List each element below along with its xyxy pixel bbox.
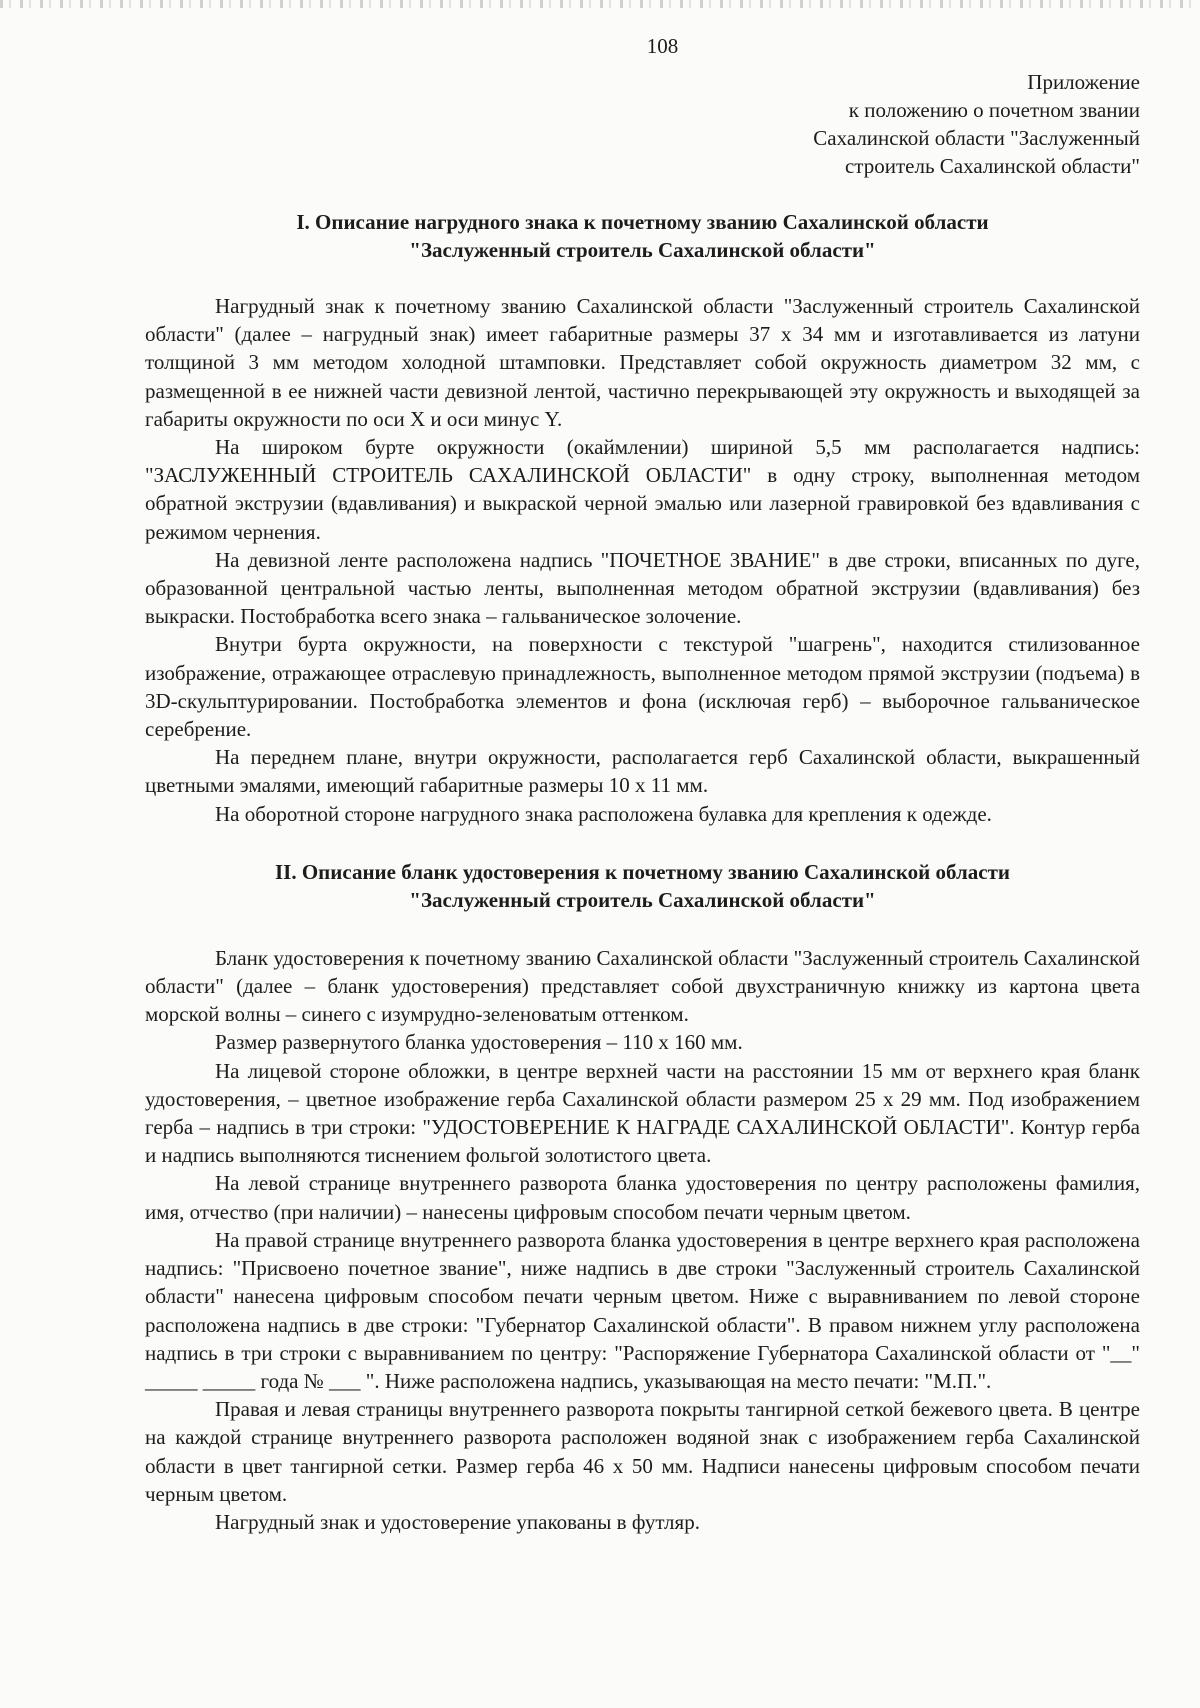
appendix-line: к положению о почетном звании	[848, 98, 1140, 122]
paragraph: На широком бурте окружности (окаймлении) шириной 5,5 мм располагается надпись: "ЗАСЛУЖЕННЫЙ СТРОИТЕЛЬ САХАЛИНСКОЙ ОБЛАСТИ" в одну строку, выполненная методом обратной экструзии (вдавливания) и выкраской черной эмалью или лазерной гравировкой без вдавливания с режимом чернения.	[145, 435, 1140, 544]
paragraph: На правой странице внутреннего разворота бланка удостоверения в центре верхнего края расположена надпись: "Присвоено почетное звание", ниже надпись в две строки "Заслуженный строитель Сахалинской области" нанесена цифровым способом печати черным цветом. Ниже с выравниванием по левой стороне расположена надпись в две строки: "Губернатор Сахалинской области". В правом нижнем углу расположена надпись в три строки с выравниванием по центру: "Распоряжение Губернатора Сахалинской области от "__" _____ _____ года № ___ ". Ниже расположена надпись, указывающая на место печати: "М.П.".	[145, 1227, 1140, 1393]
paragraph: Нагрудный знак к почетному званию Сахалинской области "Заслуженный строитель Сахалинской области" (далее – нагрудный знак) имеет габаритные размеры 37 х 34 мм и изготавливается из латуни толщиной 3 мм методом холодной штамповки. Представляет собой окружность диаметром 32 мм, с размещенной в ее нижней части девизной лентой, частично перекрывающей эту окружность и выходящей за габариты окружности по оси X и оси минус Y.	[145, 294, 1140, 431]
page-number: 108	[646, 34, 679, 58]
section-1-heading	[145, 208, 1140, 264]
paragraph: На левой странице внутреннего разворота бланка удостоверения по центру расположены фамилия, имя, отчество (при наличии) – нанесены цифровым способом печати черным цветом.	[145, 1171, 1140, 1224]
paragraph: На переднем плане, внутри окружности, располагается герб Сахалинской области, выкрашенный цветными эмалями, имеющий габаритные размеры 10 х 11 мм.	[145, 745, 1140, 798]
paragraph: Нагрудный знак и удостоверение упакованы в футляр.	[215, 1509, 700, 1534]
appendix-line: Сахалинской области "Заслуженный	[813, 126, 1140, 150]
paragraph: Внутри бурта окружности, на поверхности с текстурой "шагрень", находится стилизованное изображение, отражающее отраслевую принадлежность, выполненное методом прямой экструзии (подъема) в 3D-скульптурировании. Постобработка элементов и фона (исключая герб) – выборочное гальваническое серебрение.	[145, 632, 1140, 742]
section-1-heading-line: "Заслуженный строитель Сахалинской области"	[409, 238, 876, 262]
section-2-body	[145, 944, 1140, 1536]
paragraph: Бланк удостоверения к почетному званию Сахалинской области "Заслуженный строитель Сахалинской области" (далее – бланк удостоверения) представляет собой двухстраничную книжку из картона цвета морской волны – синего с изумрудно-зеленоватым оттенком.	[145, 945, 1140, 1027]
section-2-heading	[145, 858, 1140, 914]
paragraph: На девизной ленте расположена надпись "ПОЧЕТНОЕ ЗВАНИЕ" в две строки, вписанных по дуге, образованной центральной частью ленты, выполненная методом обратной экструзии (вдавливания) без выкраски. Постобработка всего знака – гальваническое золочение.	[145, 547, 1140, 629]
paragraph: На лицевой стороне обложки, в центре верхней части на расстоянии 15 мм от верхнего края бланк удостоверения, – цветное изображение герба Сахалинской области размером 25 х 29 мм. Под изображением герба – надпись в три строки: "УДОСТОВЕРЕНИЕ К НАГРАДЕ САХАЛИНСКОЙ ОБЛАСТИ". Контур герба и надпись выполняются тиснением фольгой золотистого цвета.	[145, 1058, 1140, 1168]
appendix-line: строитель Сахалинской области"	[844, 154, 1140, 178]
appendix-line: Приложение	[1027, 70, 1140, 94]
section-1-body	[145, 292, 1140, 828]
document-page	[145, 30, 1140, 1536]
paragraph: На оборотной стороне нагрудного знака расположена булавка для крепления к одежде.	[215, 801, 992, 826]
section-2-heading-line: II. Описание бланк удостоверения к почетному званию Сахалинской области	[275, 859, 1010, 884]
appendix-note	[145, 68, 1140, 180]
section-2-heading-line: "Заслуженный строитель Сахалинской области"	[409, 887, 876, 912]
paragraph: Размер развернутого бланка удостоверения – 110 х 160 мм.	[215, 1030, 743, 1055]
scan-edge-noise	[0, 0, 1200, 8]
section-1-heading-line: I. Описание нагрудного знака к почетному званию Сахалинской области	[296, 210, 989, 234]
paragraph: Правая и левая страницы внутреннего разворота покрыты тангирной сеткой бежевого цвета. В центре на каждой странице внутреннего разворота расположен водяной знак с изображением герба Сахалинской области в цвет тангирной сетки. Размер герба 46 х 50 мм. Надписи нанесены цифровым способом печати черным цветом.	[145, 1397, 1140, 1506]
